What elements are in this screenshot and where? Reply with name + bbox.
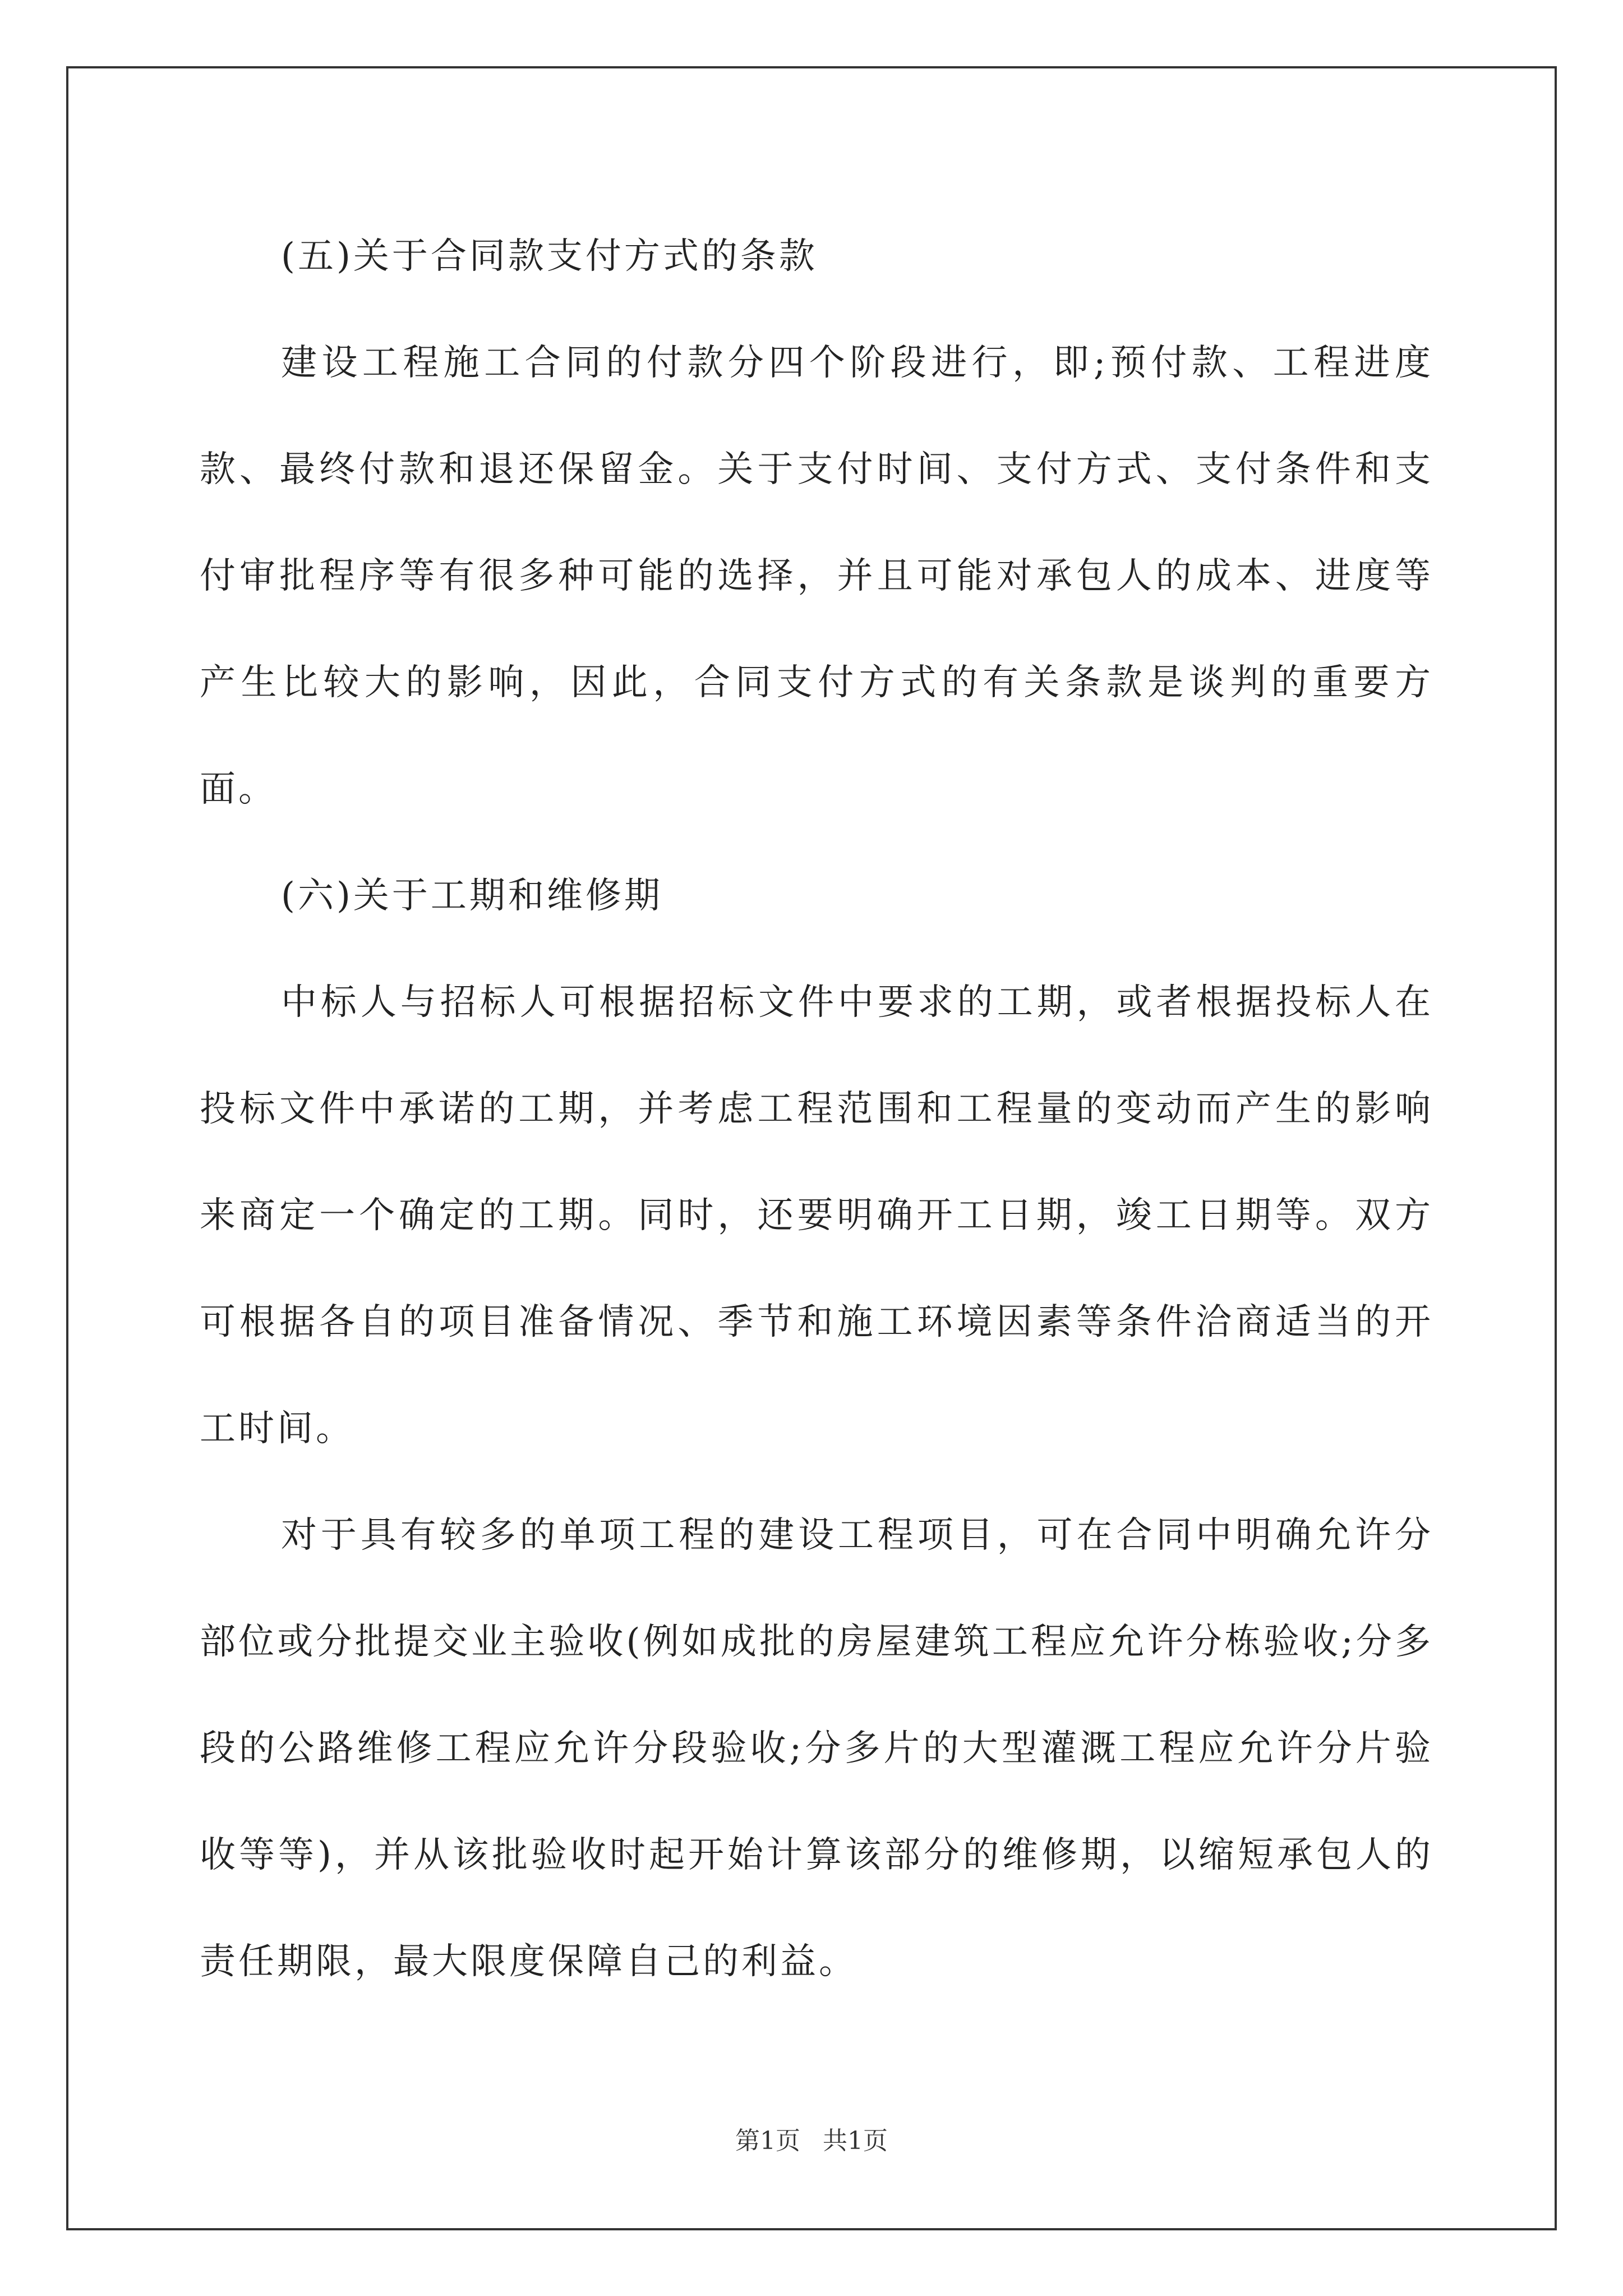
page-total: 共1页 (823, 2127, 888, 2155)
section-heading-schedule: (六)关于工期和维修期 (281, 875, 663, 917)
paragraph-acceptance: 对于具有较多的单项工程的建设工程项目，可在合同中明确允许分部位或分批提交业主验收(例如成批的房屋建筑工程应允许分栋验收;分多段的公路维修工程应允许分段验收;分多片的大型灌溉工程应允许分片验收等等)，并从该批验收时起开始计算该部分的维修期，以缩短承包人的责任期限，最大限度保障自己的利益。 (200, 1515, 1433, 1982)
document-body (200, 203, 1433, 2015)
page-footer (0, 2120, 1623, 2156)
paragraph-payment: 建设工程施工合同的付款分四个阶段进行，即;预付款、工程进度款、最终付款和退还保留金。关于支付时间、支付方式、支付条件和支付审批程序等有很多种可能的选择，并且可能对承包人的成本、进度等产生比较大的影响，因此，合同支付方式的有关条款是谈判的重要方面。 (200, 342, 1433, 810)
section-heading-payment: (五)关于合同款支付方式的条款 (281, 236, 818, 277)
paragraph-schedule: 中标人与招标人可根据招标文件中要求的工期，或者根据投标人在投标文件中承诺的工期，并考虑工程范围和工程量的变动而产生的影响来商定一个确定的工期。同时，还要明确开工日期，竣工日期等。双方可根据各自的项目准备情况、季节和施工环境因素等条件洽商适当的开工时间。 (200, 982, 1433, 1450)
page-number: 第1页 (735, 2127, 800, 2155)
